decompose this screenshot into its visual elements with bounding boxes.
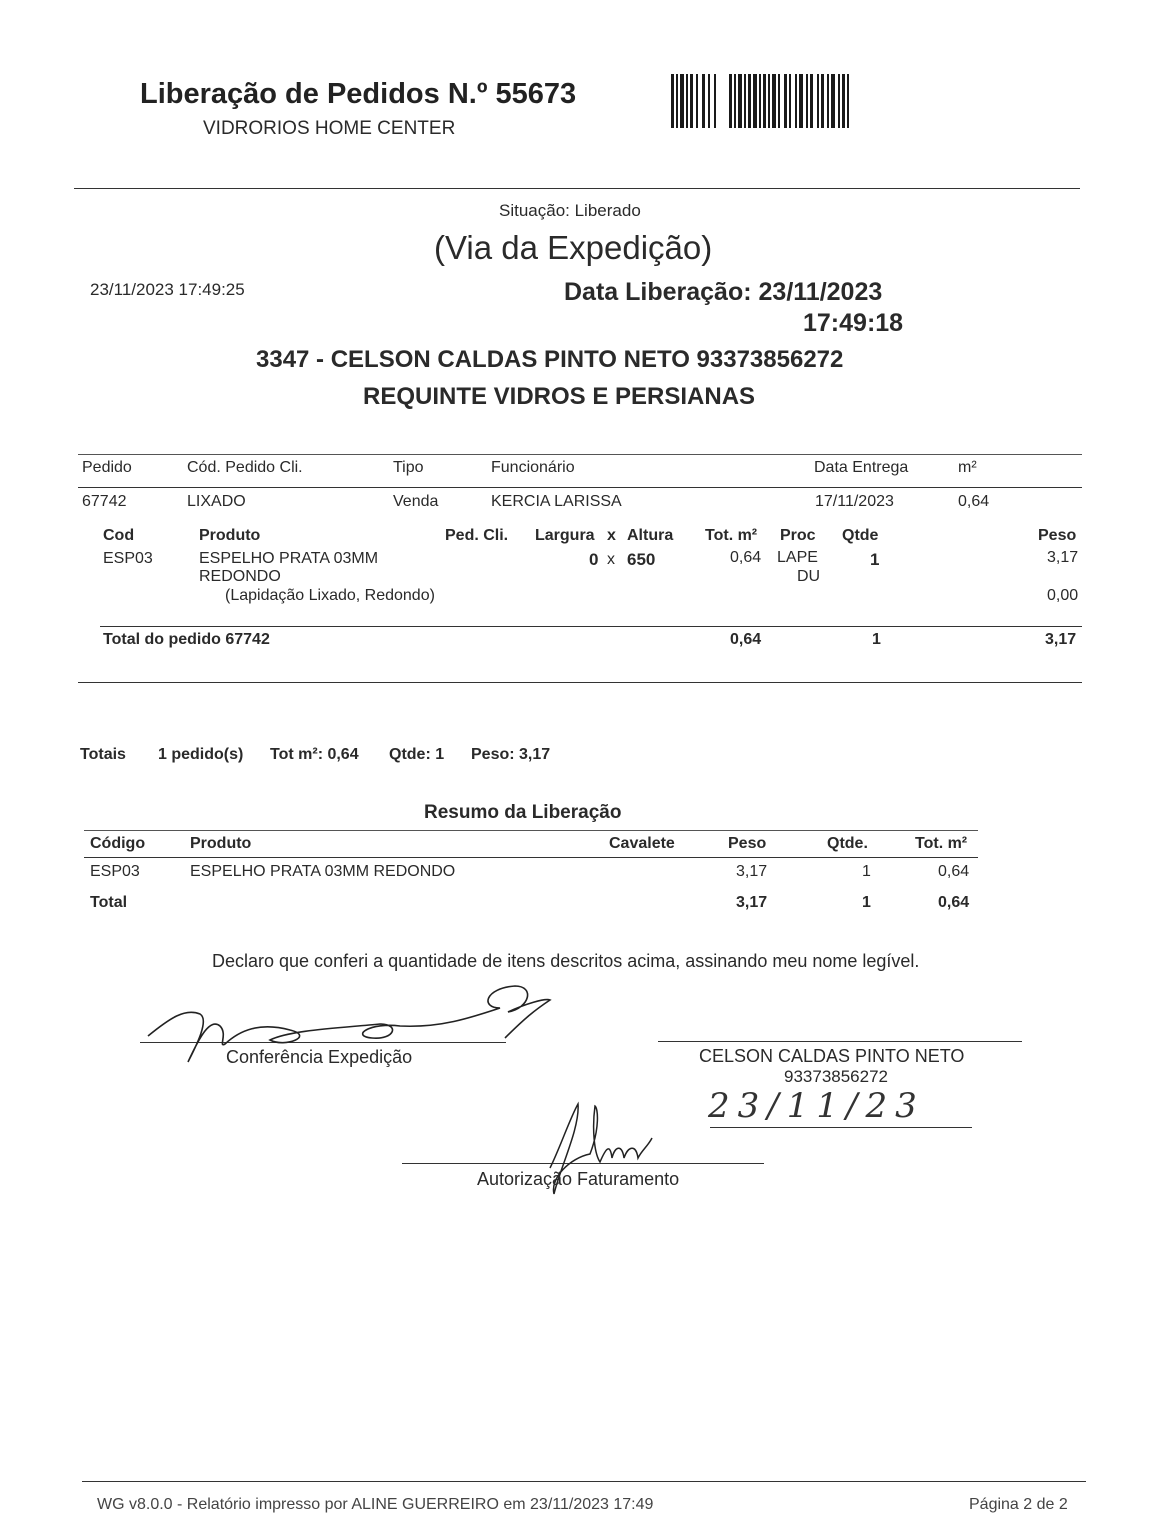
- order-section-bottom-rule: [78, 682, 1082, 683]
- resumo-total-qtde: 1: [862, 894, 871, 911]
- items-header-cod: Cod: [103, 527, 135, 544]
- footer-page-number: Página 2 de 2: [969, 1496, 1068, 1513]
- order-cod-pedido-cli: LIXADO: [187, 493, 246, 510]
- client-signature-line: [658, 1041, 1022, 1042]
- header-m2: m²: [958, 459, 977, 476]
- barcode-image: [671, 74, 849, 128]
- header-data-entrega: Data Entrega: [814, 459, 909, 476]
- order-table-top-rule: [78, 454, 1082, 455]
- resumo-header-qtde: Qtde.: [827, 835, 868, 852]
- order-total-tot-m2: 0,64: [730, 631, 762, 648]
- resumo-header-cavalete: Cavalete: [609, 835, 675, 852]
- order-m2: 0,64: [958, 493, 990, 510]
- resumo-row-peso: 3,17: [736, 863, 768, 880]
- items-header-produto: Produto: [199, 527, 261, 544]
- order-pedido: 67742: [82, 493, 127, 510]
- items-total-rule: [100, 626, 1082, 627]
- item-detail: (Lapidação Lixado, Redondo): [225, 587, 435, 604]
- header-divider: [74, 188, 1080, 189]
- item-proc-line1: LAPE: [777, 549, 818, 566]
- printed-timestamp: 23/11/2023 17:49:25: [90, 280, 245, 299]
- item-produto-line1: ESPELHO PRATA 03MM: [199, 550, 379, 567]
- header-pedido: Pedido: [82, 459, 132, 476]
- release-time: 17:49:18: [803, 309, 904, 337]
- item-produto-line2: REDONDO: [199, 568, 281, 585]
- page-title: Liberação de Pedidos N.º 55673: [140, 78, 577, 110]
- resumo-row-produto: ESPELHO PRATA 03MM REDONDO: [190, 863, 456, 880]
- order-total-label: Total do pedido 67742: [103, 631, 270, 648]
- company-name: VIDRORIOS HOME CENTER: [203, 118, 456, 139]
- item-peso: 3,17: [1047, 549, 1079, 566]
- totais-label: Totais: [80, 746, 126, 763]
- order-total-qtde: 1: [872, 631, 881, 648]
- resumo-total-label: Total: [90, 894, 128, 911]
- client-signature-name: CELSON CALDAS PINTO NETO: [699, 1046, 965, 1066]
- item-cod: ESP03: [103, 550, 153, 567]
- order-table-header-rule: [78, 487, 1082, 488]
- client-company: REQUINTE VIDROS E PERSIANAS: [363, 383, 756, 410]
- release-date: Data Liberação: 23/11/2023: [564, 278, 883, 306]
- footer-divider: [82, 1481, 1086, 1482]
- resumo-header-peso: Peso: [728, 835, 767, 852]
- items-header-qtde: Qtde: [842, 527, 879, 544]
- item-altura: 650: [627, 550, 656, 569]
- resumo-title: Resumo da Liberação: [424, 802, 622, 823]
- item-tot-m2: 0,64: [730, 549, 762, 566]
- resumo-row-qtde: 1: [862, 863, 871, 880]
- item-qtde: 1: [870, 550, 880, 569]
- item-proc-line2: DU: [797, 568, 821, 585]
- items-header-altura: Altura: [627, 527, 674, 544]
- order-total-peso: 3,17: [1045, 631, 1077, 648]
- resumo-top-rule: [84, 830, 978, 831]
- items-header-tot-m2: Tot. m²: [705, 527, 758, 544]
- resumo-header-tot-m2: Tot. m²: [915, 835, 968, 852]
- items-header-proc: Proc: [780, 527, 816, 544]
- declaration-text: Declaro que conferi a quantidade de itens descritos acima, assinando meu nome legível.: [212, 951, 920, 971]
- items-header-ped-cli: Ped. Cli.: [445, 527, 509, 544]
- order-tipo: Venda: [393, 493, 439, 510]
- item-largura: 0: [589, 550, 599, 569]
- footer-printed-by: WG v8.0.0 - Relatório impresso por ALINE GUERREIRO em 23/11/2023 17:49: [97, 1496, 654, 1513]
- resumo-total-peso: 3,17: [736, 894, 768, 911]
- items-header-largura: Largura: [535, 527, 595, 544]
- status-text: Situação: Liberado: [499, 201, 641, 220]
- handwritten-date: 23/11/23: [708, 1086, 925, 1126]
- client-name: 3347 - CELSON CALDAS PINTO NETO 93373856272: [256, 346, 844, 373]
- resumo-row-tot-m2: 0,64: [938, 863, 970, 880]
- item-detail-peso: 0,00: [1047, 587, 1079, 604]
- resumo-row-codigo: ESP03: [90, 863, 140, 880]
- order-funcionario: KERCIA LARISSA: [491, 493, 622, 510]
- via-title: (Via da Expedição): [434, 229, 713, 266]
- header-cod-pedido-cli: Cód. Pedido Cli.: [187, 459, 303, 476]
- header-tipo: Tipo: [393, 459, 424, 476]
- conferencia-label: Conferência Expedição: [226, 1047, 413, 1067]
- header-funcionario: Funcionário: [491, 459, 575, 476]
- order-data-entrega: 17/11/2023: [815, 493, 894, 510]
- items-header-peso: Peso: [1038, 527, 1077, 544]
- resumo-header-rule: [84, 857, 978, 858]
- items-header-x: x: [607, 527, 616, 544]
- totais-tot-m2: Tot m²: 0,64: [270, 746, 359, 763]
- resumo-header-produto: Produto: [190, 835, 252, 852]
- resumo-header-codigo: Código: [90, 835, 146, 852]
- autorizacao-label: Autorização Faturamento: [477, 1169, 680, 1189]
- totais-peso: Peso: 3,17: [471, 746, 551, 763]
- client-signature-doc: 93373856272: [784, 1067, 889, 1086]
- handwritten-date-underline: [710, 1127, 972, 1128]
- item-x: x: [607, 551, 615, 568]
- totais-pedidos: 1 pedido(s): [158, 746, 244, 763]
- totais-qtde: Qtde: 1: [389, 746, 445, 763]
- resumo-total-tot-m2: 0,64: [938, 894, 970, 911]
